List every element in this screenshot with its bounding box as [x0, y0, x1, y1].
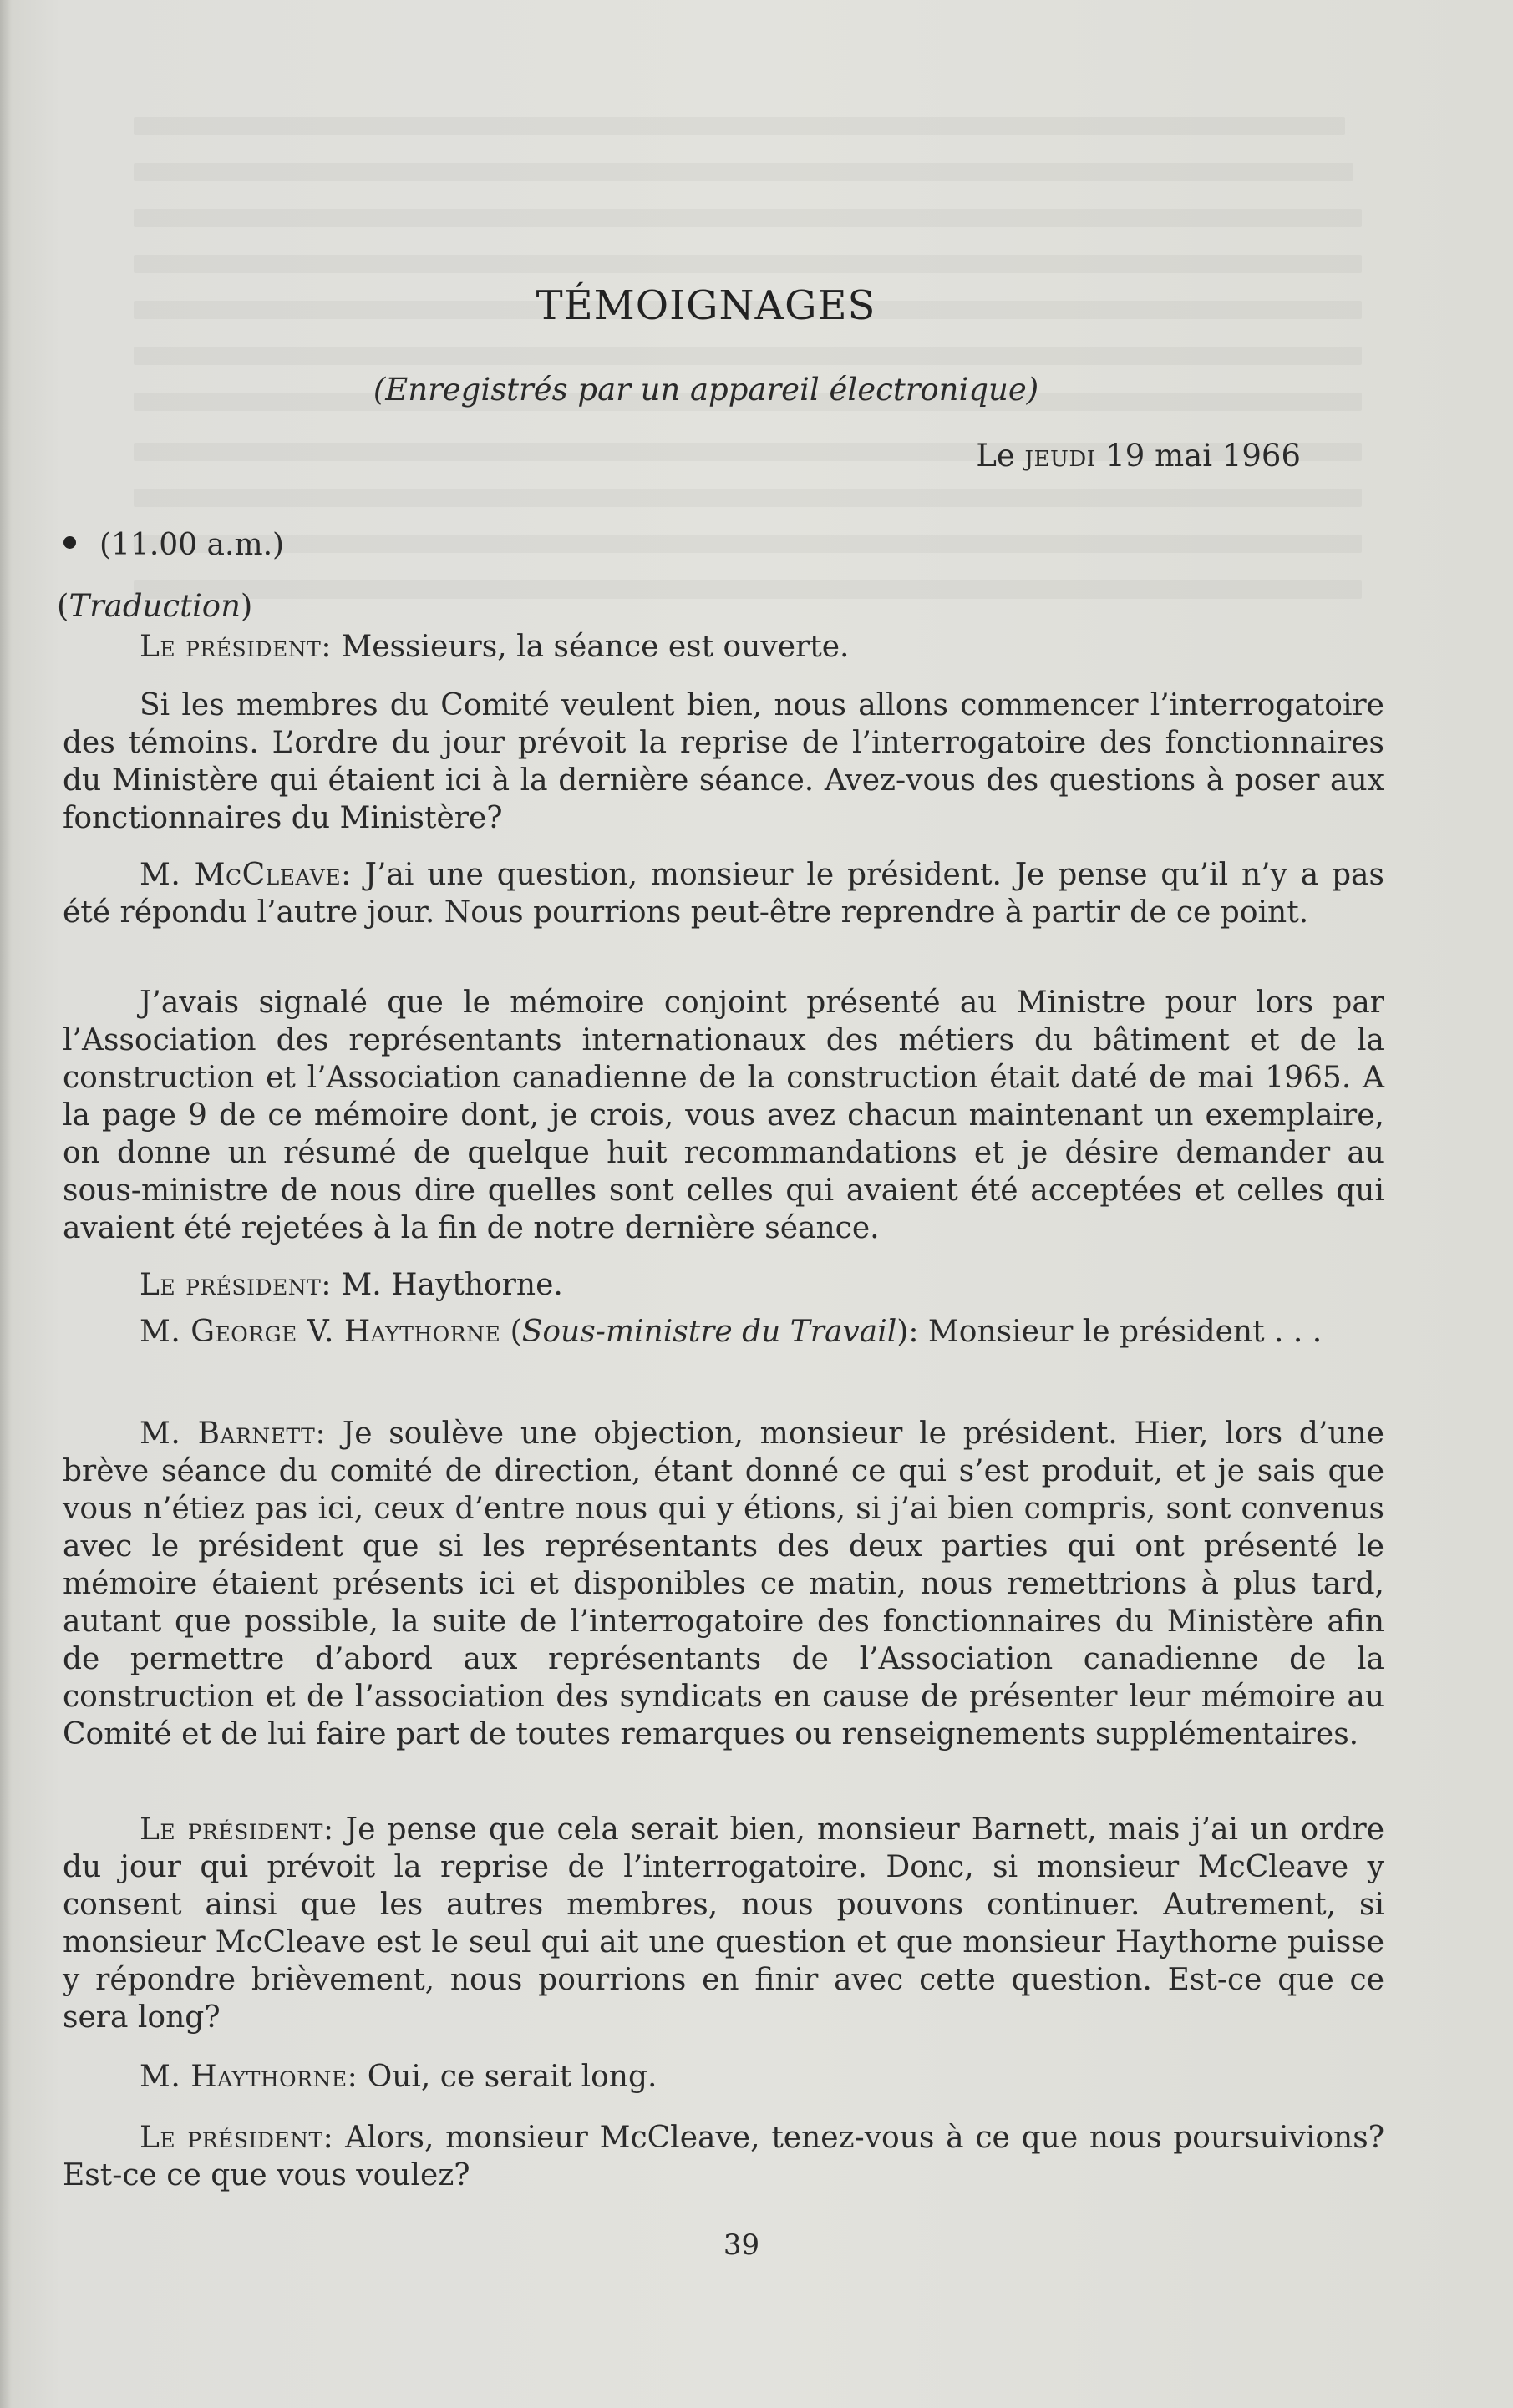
paragraph-text: Si les membres du Comité veulent bien, nous allons commencer l’interrogatoire des témoins. L’ordre du jour prévoit la reprise de l’interrogatoire des fonctionnaires du Ministère qui étaient ici à la dernière séance. Avez-vous des questions à poser aux fonctionnaires du Ministère?	[63, 688, 1384, 835]
paragraph-text: Oui, ce serait long.	[358, 2060, 657, 2094]
paragraph	[63, 984, 1384, 1247]
session-date	[976, 438, 1301, 474]
page-number: 39	[723, 2228, 760, 2262]
page-title: TÉMOIGNAGES	[536, 282, 876, 329]
speaker-label: Le président:	[140, 2121, 334, 2155]
translation-note: (Traduction)	[57, 588, 253, 624]
paragraph-text: Alors, monsieur McCleave, tenez-vous à ce que nous poursuivions? Est-ce ce que vous voulez?	[63, 2121, 1384, 2193]
date-day: jeudi	[1024, 438, 1096, 474]
speaker-label: Le président:	[140, 630, 332, 664]
speaker-label: Le président:	[140, 1812, 334, 1847]
recording-note: (Enregistrés par un appareil électronique)	[373, 372, 1039, 408]
speaker-label: Le président:	[140, 1268, 332, 1302]
page-edge-shadow	[0, 0, 12, 2408]
bullet-icon	[63, 536, 76, 549]
paragraph-text: J’avais signalé que le mémoire conjoint présenté au Ministre pour lors par l’Association des représentants internationaux des métiers du bâtiment et de la construction et l’Association canadienne de la construction était daté de mai 1965. A la page 9 de ce mémoire dont, je crois, vous avez chacun maintenant un exemplaire, on donne un résumé de quelque huit recommandations et je désire demander au sous-ministre de nous dire quelles sont celles qui avaient été acceptées et celles qui avaient été rejetées à la fin de notre dernière séance.	[63, 986, 1384, 1245]
paragraph-text: : Monsieur le président . . .	[908, 1315, 1323, 1349]
paragraph: M. George V. Haythorne (Sous-ministre du Travail): Monsieur le président . . .	[140, 1315, 1323, 1349]
speaker-role: Sous-ministre du Travail	[521, 1315, 897, 1349]
translation-word: Traduction	[69, 588, 241, 624]
paragraph-text: Je pense que cela serait bien, monsieur Barnett, mais j’ai un ordre du jour qui prévoit la reprise de l’interrogatoire. Donc, si monsieur McCleave y consent ainsi que les autres membres, nous pouvons continuer. Autrement, si monsieur McCleave est le seul qui ait une question et que monsieur Haythorne puisse y répondre brièvement, nous pourrions en finir avec cette question. Est-ce que ce sera long?	[63, 1812, 1384, 2035]
speaker-label: M. George V. Haythorne	[140, 1315, 501, 1349]
paragraph	[63, 1415, 1384, 1753]
paragraph-text: Messieurs, la séance est ouverte.	[331, 630, 850, 664]
paragraph	[63, 2119, 1384, 2194]
paragraph-text: M. Haythorne.	[331, 1268, 563, 1302]
paragraph	[63, 628, 1384, 666]
date-rest: 19 mai 1966	[1105, 438, 1301, 474]
speaker-label: M. Haythorne:	[140, 2060, 358, 2094]
speaker-label: M. McCleave:	[140, 858, 352, 892]
session-time	[63, 528, 284, 562]
paragraph	[63, 687, 1384, 837]
time-text: (11.00 a.m.)	[99, 528, 285, 562]
paragraph	[63, 1266, 1384, 1304]
date-prefix: Le	[976, 438, 1015, 474]
paragraph	[63, 1811, 1384, 2036]
paragraph-text: J’ai une question, monsieur le président. Je pense qu’il n’y a pas été répondu l’autre jour. Nous pourrions peut-être reprendre à partir de ce point.	[63, 858, 1384, 930]
speaker-label: M. Barnett:	[140, 1417, 326, 1451]
paragraph-text: Je soulève une objection, monsieur le président. Hier, lors d’une brève séance du comité de direction, étant donné ce qui s’est produit, et je sais que vous n’étiez pas ici, ceux d’entre nous qui y étions, si j’ai bien compris, sont convenus avec le président que si les représentants des deux parties qui ont présenté le mémoire étaient présents ici et disponibles ce matin, nous remettrions à plus tard, autant que possible, la suite de l’interrogatoire des fonctionnaires du Ministère afin de permettre d’abord aux représentants de l’Association canadienne de la construction et de l’association des syndicats en cause de présenter leur mémoire au Comité et de lui faire part de toutes remarques ou renseignements supplémentaires.	[63, 1417, 1384, 1752]
paragraph	[63, 856, 1384, 931]
paragraph	[63, 2058, 1384, 2096]
